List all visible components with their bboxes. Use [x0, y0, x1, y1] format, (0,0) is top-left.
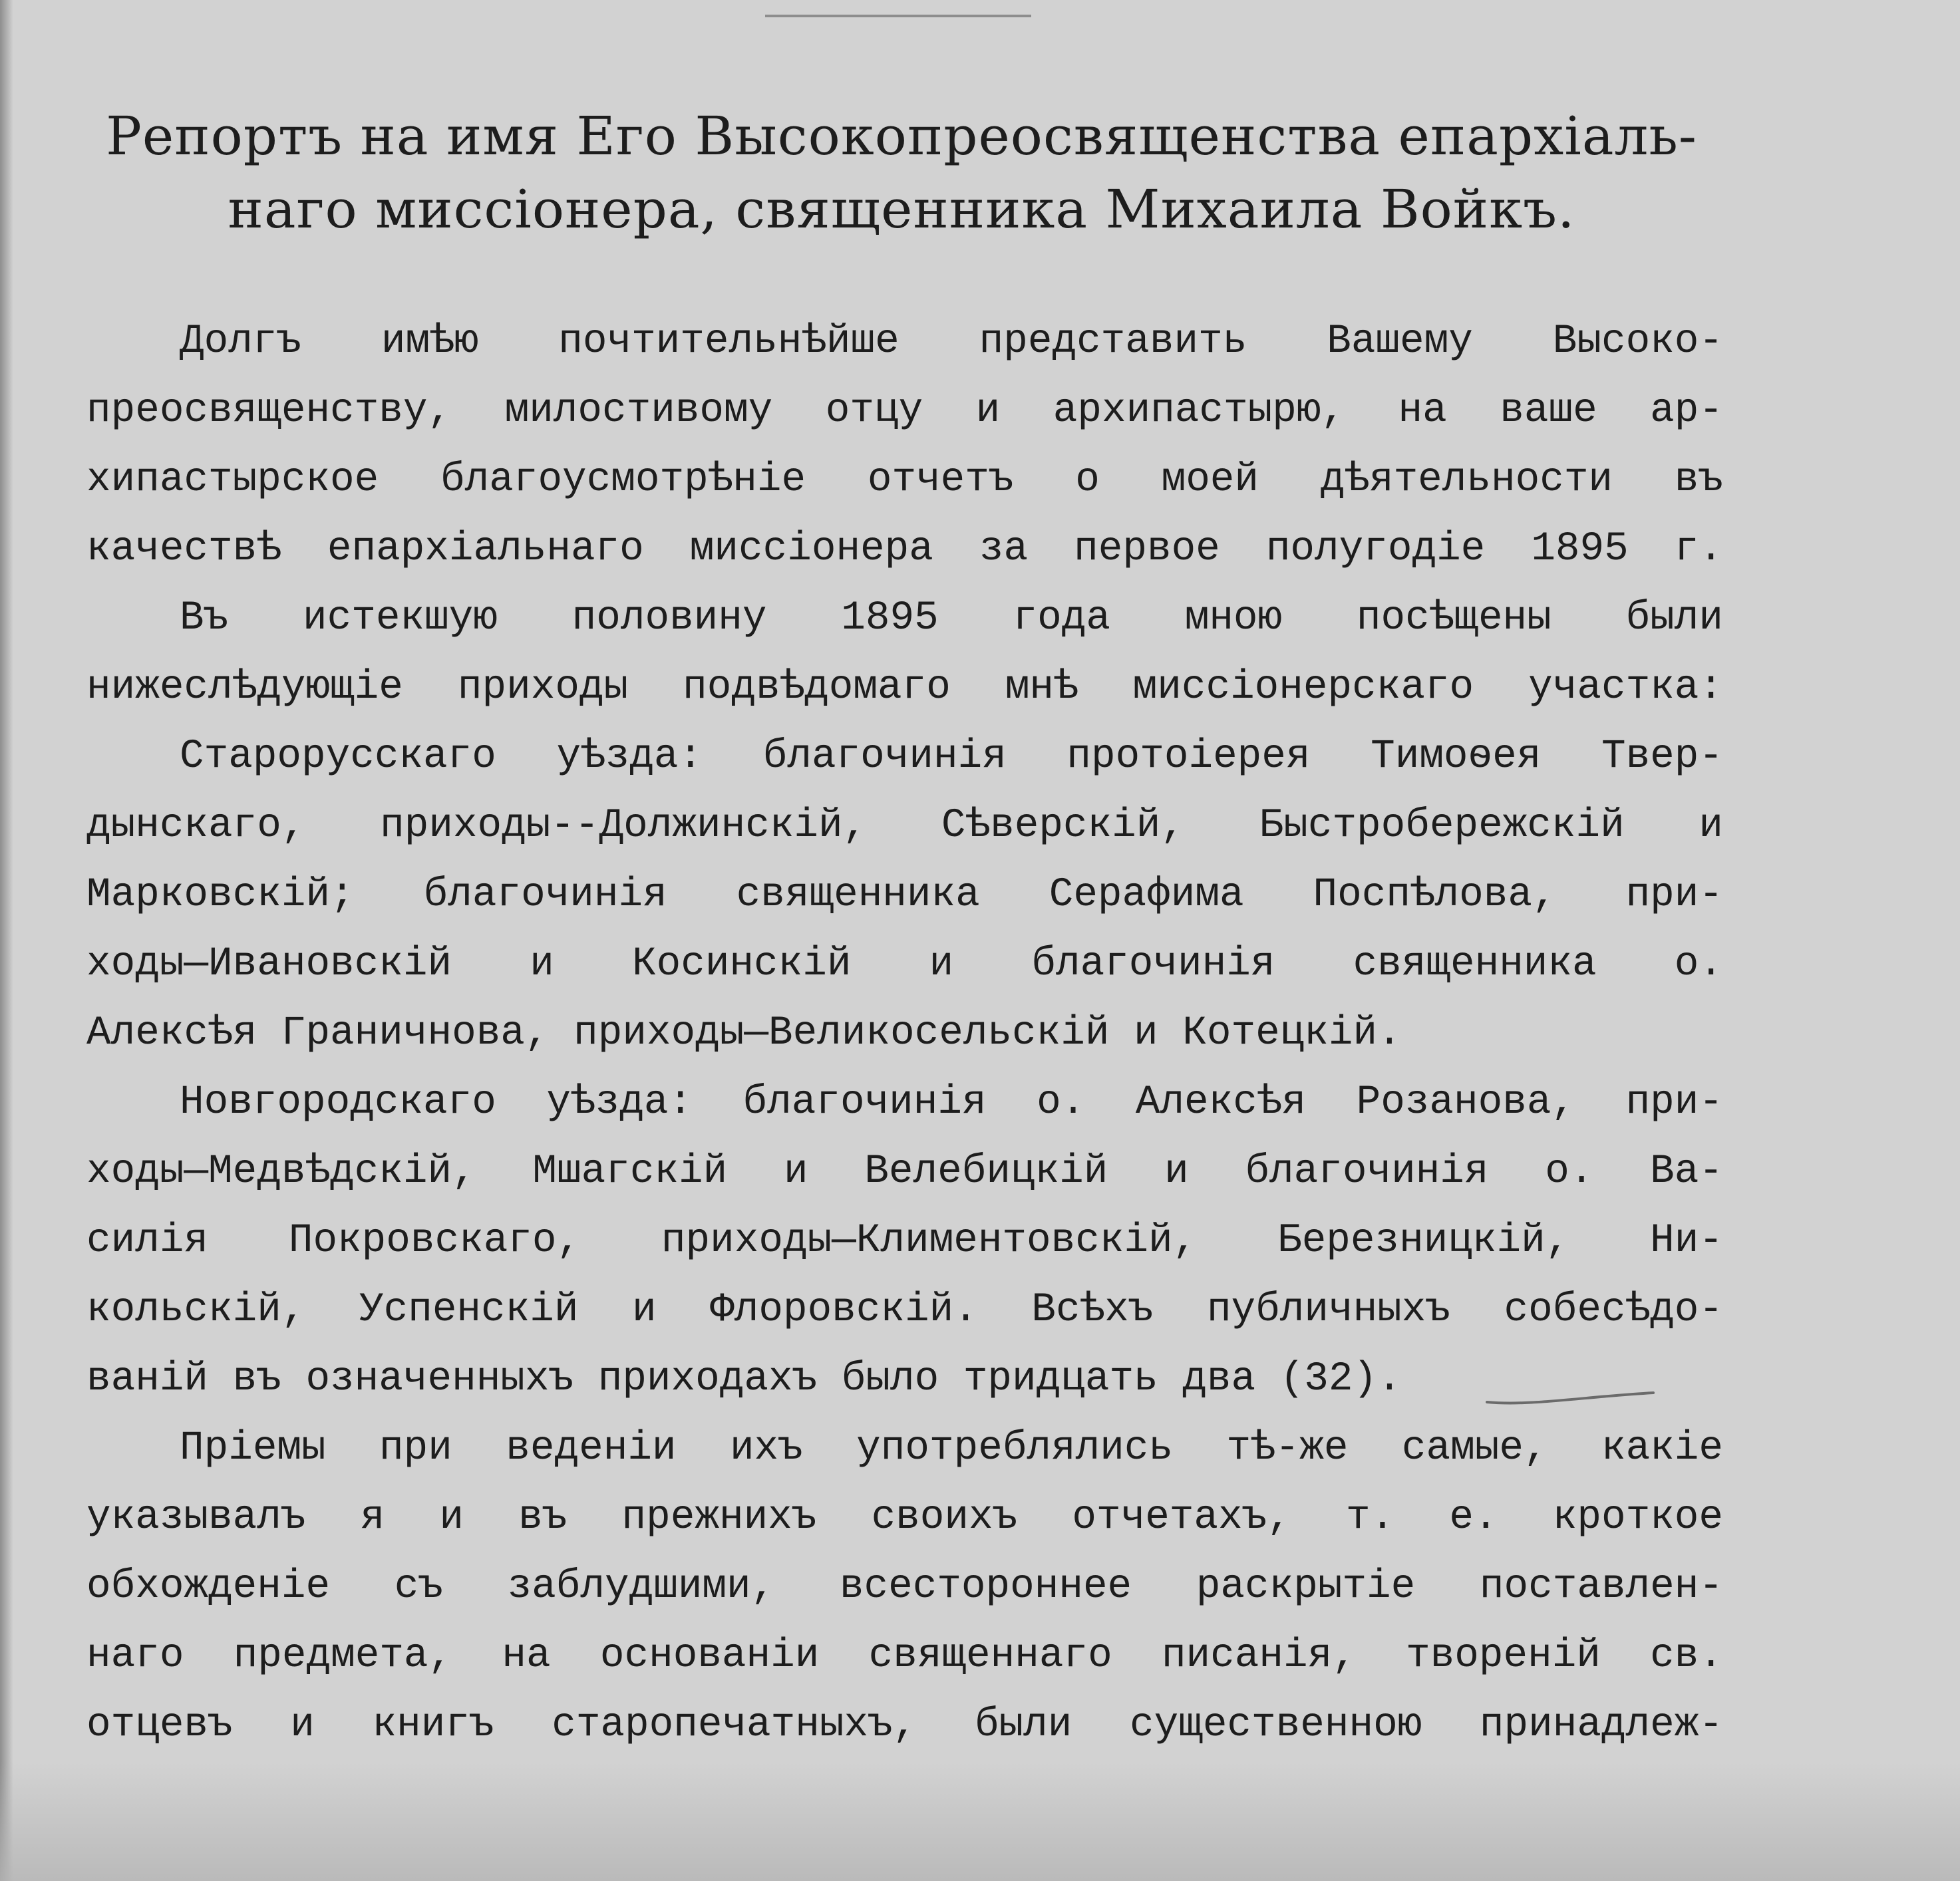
body-line: ходы—Медвѣдскій, Мшагскій и Велебицкій и благочинія о. Ва-: [86, 1149, 1723, 1195]
body-line: ваній въ означенныхъ приходахъ было тридцать два (32).: [86, 1356, 1402, 1402]
title-line: наго миссіонера, священника Михаила Войкъ.: [228, 178, 1575, 240]
top-rule: [765, 15, 1031, 17]
handwritten-underline-mark: [1484, 1383, 1657, 1410]
body-line: Новгородскаго уѣзда: благочинія о. Алексѣя Розанова, при-: [180, 1080, 1723, 1125]
body-line: дынскаго, приходы--Должинскій, Сѣверскій, Быстробережскій и: [86, 803, 1723, 849]
body-line: качествѣ епархіальнаго миссіонера за первое полугодіе 1895 г.: [86, 526, 1723, 572]
body-line: обхожденіе съ заблудшими, всестороннее раскрытіе поставлен-: [86, 1564, 1723, 1610]
report-title: [80, 100, 1723, 246]
body-line: Старорусскаго уѣзда: благочинія протоіерея Тимоѳея Твер-: [180, 734, 1723, 780]
page-bottom-shade: [0, 1761, 1960, 1881]
body-line: хипастырское благоусмотрѣніе отчетъ о моей дѣятельности въ: [86, 457, 1723, 503]
body-line: Пріемы при веденіи ихъ употреблялись тѣ-же самые, какіе: [180, 1425, 1723, 1471]
body-line: нижеслѣдующіе приходы подвѣдомаго мнѣ миссіонерскаго участка:: [86, 664, 1723, 710]
page-edge-shadow: [0, 0, 13, 1881]
title-line: Репортъ на имя Его Высокопреосвященства епархіаль-: [106, 105, 1697, 167]
body-line: наго предмета, на основаніи священнаго писанія, твореній св.: [86, 1633, 1723, 1679]
body-line: Въ истекшую половину 1895 года мною посѣщены были: [180, 595, 1723, 641]
body-line: преосвященству, милостивому отцу и архипастырю, на ваше ар-: [86, 388, 1723, 434]
body-line: Долгъ имѣю почтительнѣйше представить Вашему Высоко-: [180, 319, 1723, 364]
body-line: отцевъ и книгъ старопечатныхъ, были существенною принадлеж-: [86, 1702, 1723, 1748]
body-line: указывалъ я и въ прежнихъ своихъ отчетахъ, т. е. кроткое: [86, 1495, 1723, 1540]
body-line: ходы—Ивановскій и Косинскій и благочинія священника о.: [86, 941, 1723, 987]
body-line: Алексѣя Граничнова, приходы—Великосельскій и Котецкій.: [86, 1010, 1402, 1056]
body-line: Марковскій; благочинія священника Серафима Поспѣлова, при-: [86, 872, 1723, 918]
body-line: силія Покровскаго, приходы—Климентовскій, Березницкій, Ни-: [86, 1218, 1723, 1264]
body-line: кольскій, Успенскій и Флоровскій. Всѣхъ публичныхъ собесѣдо-: [86, 1287, 1723, 1333]
report-body: [86, 307, 1723, 1760]
